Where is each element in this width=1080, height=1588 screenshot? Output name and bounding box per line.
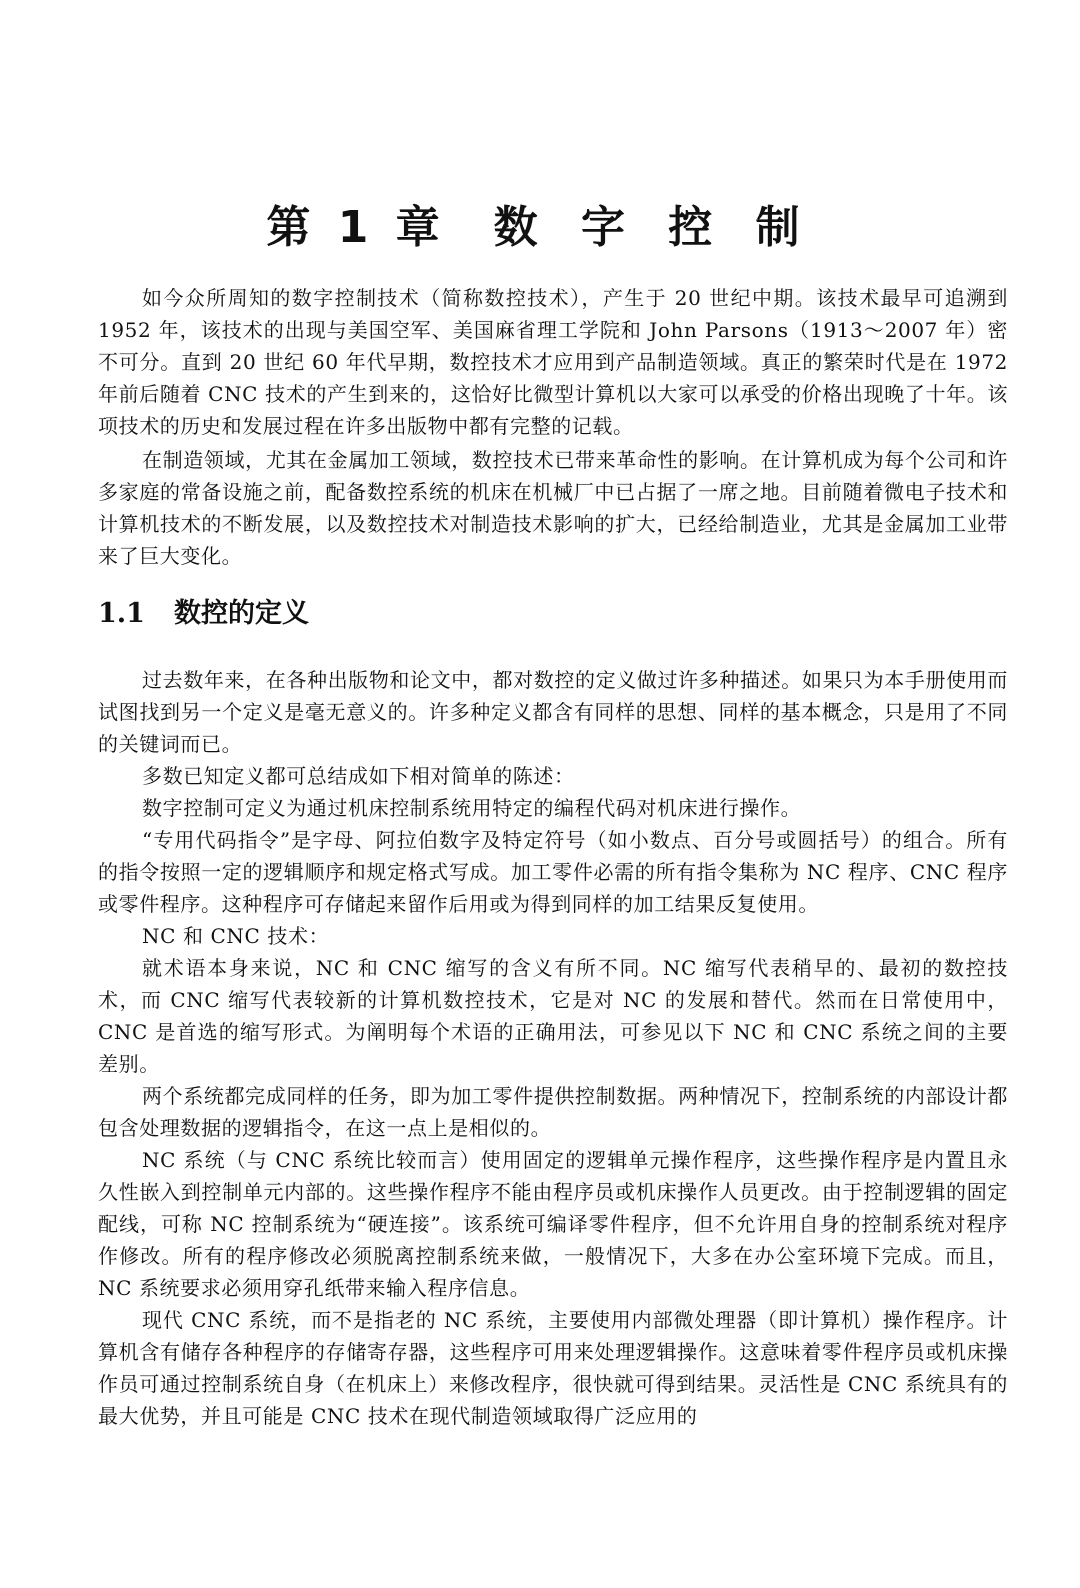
paragraph: 就术语本身来说，NC 和 CNC 缩写的含义有所不同。NC 缩写代表稍早的、最初的数控技术，而 CNC 缩写代表较新的计算机数控技术，它是对 NC 的发展和替代。然而在日常使用中，CNC 是首选的缩写形式。为阐明每个术语的正确用法，可参见以下 NC 和 CNC 系统之间的主要差别。 [98,956,1008,1076]
section-body [98,664,1008,1432]
chapter-number: 第 1 章 [266,202,446,253]
paragraph: 现代 CNC 系统，而不是指老的 NC 系统，主要使用内部微处理器（即计算机）操作程序。计算机含有储存各种程序的存储寄存器，这些程序可用来处理逻辑操作。这意味着零件程序员或机床操作员可通过控制系统自身（在机床上）来修改程序，很快就可得到结果。灵活性是 CNC 系统具有的最大优势，并且可能是 CNC 技术在现代制造领域取得广泛应用的 [98,1308,1008,1428]
paragraph: NC 和 CNC 技术： [142,924,330,948]
chapter-name: 数 字 控 制 [493,202,814,253]
paragraph: 多数已知定义都可总结成如下相对简单的陈述： [142,764,575,788]
paragraph: 过去数年来，在各种出版物和论文中，都对数控的定义做过许多种描述。如果只为本手册使用而试图找到另一个定义是毫无意义的。许多种定义都含有同样的思想、同样的基本概念，只是用了不同的关键词而已。 [98,668,1008,756]
section-title: 数控的定义 [174,598,309,629]
paragraph: 在制造领域，尤其在金属加工领域，数控技术已带来革命性的影响。在计算机成为每个公司和许多家庭的常备设施之前，配备数控系统的机床在机械厂中已占据了一席之地。目前随着微电子技术和计算机技术的不断发展，以及数控技术对制造技术影响的扩大，已经给制造业，尤其是金属加工业带来了巨大变化。 [98,448,1008,568]
paragraph: 如今众所周知的数字控制技术（简称数控技术），产生于 20 世纪中期。该技术最早可追溯到 1952 年，该技术的出现与美国空军、美国麻省理工学院和 John Parsons（1913～2007 年）密不可分。直到 20 世纪 60 年代早期，数控技术才应用到产品制造领域。真正的繁荣时代是在 1972 年前后随着 CNC 技术的产生到来的，这恰好比微型计算机以大家可以承受的价格出现晚了十年。该项技术的历史和发展过程在许多出版物中都有完整的记载。 [98,286,1008,438]
chapter-title [0,196,1080,260]
paragraph: NC 系统（与 CNC 系统比较而言）使用固定的逻辑单元操作程序，这些操作程序是内置且永久性嵌入到控制单元内部的。这些操作程序不能由程序员或机床操作人员更改。由于控制逻辑的固定配线，可称 NC 控制系统为“硬连接”。该系统可编译零件程序，但不允许用自身的控制系统对程序作修改。所有的程序修改必须脱离控制系统来做，一般情况下，大多在办公室环境下完成。而且，NC 系统要求必须用穿孔纸带来输入程序信息。 [98,1148,1008,1300]
paragraph: “专用代码指令”是字母、阿拉伯数字及特定符号（如小数点、百分号或圆括号）的组合。所有的指令按照一定的逻辑顺序和规定格式写成。加工零件必需的所有指令集称为 NC 程序、CNC 程序或零件程序。这种程序可存储起来留作后用或为得到同样的加工结果反复使用。 [98,828,1008,916]
section-heading [98,594,309,634]
paragraph: 数字控制可定义为通过机床控制系统用特定的编程代码对机床进行操作。 [142,796,802,820]
section-number: 1.1 [98,598,145,629]
paragraph: 两个系统都完成同样的任务，即为加工零件提供控制数据。两种情况下，控制系统的内部设计都包含处理数据的逻辑指令，在这一点上是相似的。 [98,1084,1008,1140]
chapter-intro [98,282,1008,572]
